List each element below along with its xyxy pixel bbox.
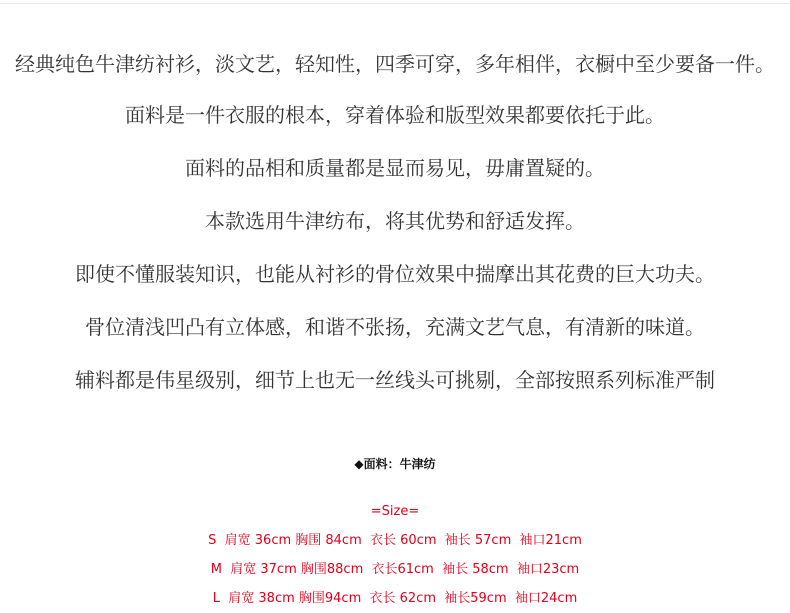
size-row-l: L 肩宽 38cm 胸围94cm 衣长 62cm 袖长59cm 袖口24cm [212,591,578,606]
description-paragraph-4: 本款选用牛津纺布，将其优势和舒适发挥。 [205,209,585,233]
size-table [0,497,790,613]
description-paragraph-6: 骨位清浅凹凸有立体感，和谐不张扬，充满文艺气息，有清新的味道。 [85,315,705,339]
description-paragraph-7: 辅料都是伟星级别，细节上也无一丝线头可挑剔，全部按照系列标准严制 [75,368,715,392]
fabric-info: ◆面料：牛津纺 [354,457,436,471]
size-heading: =Size= [370,504,420,519]
description-paragraph-2: 面料是一件衣服的根本，穿着体验和版型效果都要依托于此。 [125,103,665,127]
description-paragraph-5: 即使不懂服装知识，也能从衬衫的骨位效果中揣摩出其花费的巨大功夫。 [75,262,715,286]
product-description [0,50,790,419]
description-paragraph-1: 经典纯色牛津纺衬衫，淡文艺，轻知性，四季可穿，多年相伴，衣橱中至少要备一件。 [15,52,775,76]
size-row-m: M 肩宽 37cm 胸围88cm 衣长61cm 袖长 58cm 袖口23cm [210,562,580,577]
top-divider [0,0,790,4]
size-row-s: S 肩宽 36cm 胸围 84cm 衣长 60cm 袖长 57cm 袖口21cm [208,533,582,548]
description-paragraph-3: 面料的品相和质量都是显而易见，毋庸置疑的。 [185,156,605,180]
